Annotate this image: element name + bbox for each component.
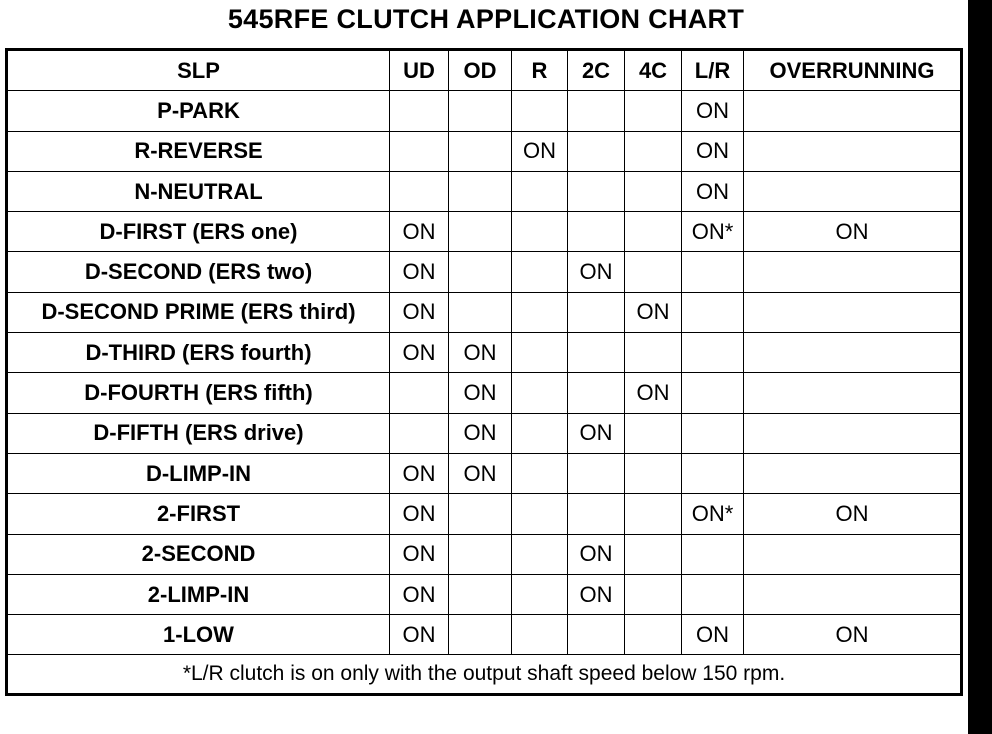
cell-od	[449, 131, 512, 171]
cell-overrunning: ON	[744, 212, 962, 252]
cell-lr	[682, 333, 744, 373]
cell-c4	[625, 252, 682, 292]
slp-cell: 1-LOW	[7, 615, 390, 655]
cell-overrunning	[744, 131, 962, 171]
right-edge-bar	[968, 0, 992, 734]
table-body	[7, 91, 962, 655]
cell-r	[512, 494, 568, 534]
footnote-row	[7, 655, 962, 695]
slp-cell: R-REVERSE	[7, 131, 390, 171]
cell-c2	[568, 91, 625, 131]
table-row	[7, 131, 962, 171]
cell-ud: ON	[390, 615, 449, 655]
header-slp: SLP	[7, 50, 390, 91]
cell-ud: ON	[390, 534, 449, 574]
slp-cell: D-LIMP-IN	[7, 453, 390, 493]
cell-c2: ON	[568, 252, 625, 292]
cell-overrunning: ON	[744, 615, 962, 655]
cell-ud: ON	[390, 574, 449, 614]
cell-overrunning	[744, 534, 962, 574]
cell-overrunning	[744, 453, 962, 493]
slp-cell: P-PARK	[7, 91, 390, 131]
table-row	[7, 212, 962, 252]
table-row	[7, 615, 962, 655]
cell-c4	[625, 212, 682, 252]
cell-lr	[682, 373, 744, 413]
cell-c4	[625, 574, 682, 614]
cell-lr	[682, 292, 744, 332]
cell-overrunning	[744, 91, 962, 131]
cell-c2	[568, 373, 625, 413]
cell-ud	[390, 373, 449, 413]
cell-c2	[568, 494, 625, 534]
cell-od	[449, 212, 512, 252]
cell-ud: ON	[390, 212, 449, 252]
table-row	[7, 91, 962, 131]
table-row	[7, 453, 962, 493]
cell-overrunning	[744, 413, 962, 453]
header-ud: UD	[390, 50, 449, 91]
cell-r	[512, 574, 568, 614]
cell-c2	[568, 615, 625, 655]
cell-ud	[390, 131, 449, 171]
cell-r	[512, 333, 568, 373]
cell-lr	[682, 534, 744, 574]
cell-lr: ON	[682, 131, 744, 171]
cell-r	[512, 252, 568, 292]
cell-c4	[625, 333, 682, 373]
header-row	[7, 50, 962, 91]
table-row	[7, 494, 962, 534]
slp-cell: D-FIRST (ERS one)	[7, 212, 390, 252]
cell-overrunning	[744, 171, 962, 211]
cell-r	[512, 292, 568, 332]
cell-od	[449, 615, 512, 655]
cell-overrunning	[744, 252, 962, 292]
cell-od: ON	[449, 453, 512, 493]
slp-cell: 2-FIRST	[7, 494, 390, 534]
cell-ud: ON	[390, 292, 449, 332]
cell-c2	[568, 292, 625, 332]
cell-od: ON	[449, 333, 512, 373]
header-4c: 4C	[625, 50, 682, 91]
cell-c2: ON	[568, 574, 625, 614]
chart-title: 545RFE CLUTCH APPLICATION CHART	[227, 4, 745, 34]
cell-c4	[625, 131, 682, 171]
slp-cell: 2-SECOND	[7, 534, 390, 574]
cell-c2: ON	[568, 413, 625, 453]
table-row	[7, 373, 962, 413]
cell-r	[512, 453, 568, 493]
slp-cell: N-NEUTRAL	[7, 171, 390, 211]
cell-od	[449, 91, 512, 131]
cell-overrunning	[744, 574, 962, 614]
table-row	[7, 534, 962, 574]
header-lr: L/R	[682, 50, 744, 91]
cell-c4	[625, 453, 682, 493]
cell-r: ON	[512, 131, 568, 171]
cell-c4	[625, 171, 682, 211]
header-od: OD	[449, 50, 512, 91]
slp-cell: D-SECOND (ERS two)	[7, 252, 390, 292]
header-2c: 2C	[568, 50, 625, 91]
table-row	[7, 413, 962, 453]
cell-r	[512, 212, 568, 252]
cell-c4: ON	[625, 373, 682, 413]
cell-od: ON	[449, 373, 512, 413]
cell-c2	[568, 131, 625, 171]
cell-c2	[568, 333, 625, 373]
slp-cell: D-THIRD (ERS fourth)	[7, 333, 390, 373]
cell-c2	[568, 171, 625, 211]
cell-od	[449, 574, 512, 614]
header-r: R	[512, 50, 568, 91]
cell-lr: ON	[682, 615, 744, 655]
cell-lr: ON*	[682, 494, 744, 534]
cell-ud: ON	[390, 333, 449, 373]
slp-cell: D-FIFTH (ERS drive)	[7, 413, 390, 453]
cell-od	[449, 171, 512, 211]
cell-od	[449, 252, 512, 292]
cell-lr	[682, 413, 744, 453]
cell-ud	[390, 91, 449, 131]
cell-lr: ON	[682, 171, 744, 211]
cell-c4	[625, 534, 682, 574]
slp-cell: D-FOURTH (ERS fifth)	[7, 373, 390, 413]
cell-lr: ON*	[682, 212, 744, 252]
cell-c4	[625, 494, 682, 534]
cell-ud	[390, 171, 449, 211]
cell-od	[449, 292, 512, 332]
header-overrunning: OVERRUNNING	[744, 50, 962, 91]
cell-overrunning	[744, 292, 962, 332]
cell-overrunning	[744, 373, 962, 413]
cell-ud: ON	[390, 453, 449, 493]
table-row	[7, 292, 962, 332]
slp-cell: D-SECOND PRIME (ERS third)	[7, 292, 390, 332]
cell-r	[512, 615, 568, 655]
table-row	[7, 252, 962, 292]
clutch-application-table	[5, 48, 963, 696]
cell-r	[512, 171, 568, 211]
cell-c4	[625, 413, 682, 453]
table-row	[7, 574, 962, 614]
cell-lr: ON	[682, 91, 744, 131]
cell-ud	[390, 413, 449, 453]
cell-lr	[682, 453, 744, 493]
table-row	[7, 333, 962, 373]
cell-r	[512, 373, 568, 413]
cell-od: ON	[449, 413, 512, 453]
cell-ud: ON	[390, 494, 449, 534]
cell-c2	[568, 453, 625, 493]
cell-c4	[625, 615, 682, 655]
cell-od	[449, 494, 512, 534]
cell-overrunning: ON	[744, 494, 962, 534]
cell-c4: ON	[625, 292, 682, 332]
cell-lr	[682, 252, 744, 292]
cell-c2	[568, 212, 625, 252]
table-row	[7, 171, 962, 211]
cell-overrunning	[744, 333, 962, 373]
cell-od	[449, 534, 512, 574]
cell-c2: ON	[568, 534, 625, 574]
cell-ud: ON	[390, 252, 449, 292]
slp-cell: 2-LIMP-IN	[7, 574, 390, 614]
cell-r	[512, 534, 568, 574]
cell-lr	[682, 574, 744, 614]
cell-r	[512, 91, 568, 131]
cell-r	[512, 413, 568, 453]
cell-c4	[625, 91, 682, 131]
footnote: *L/R clutch is on only with the output shaft speed below 150 rpm.	[7, 655, 962, 695]
